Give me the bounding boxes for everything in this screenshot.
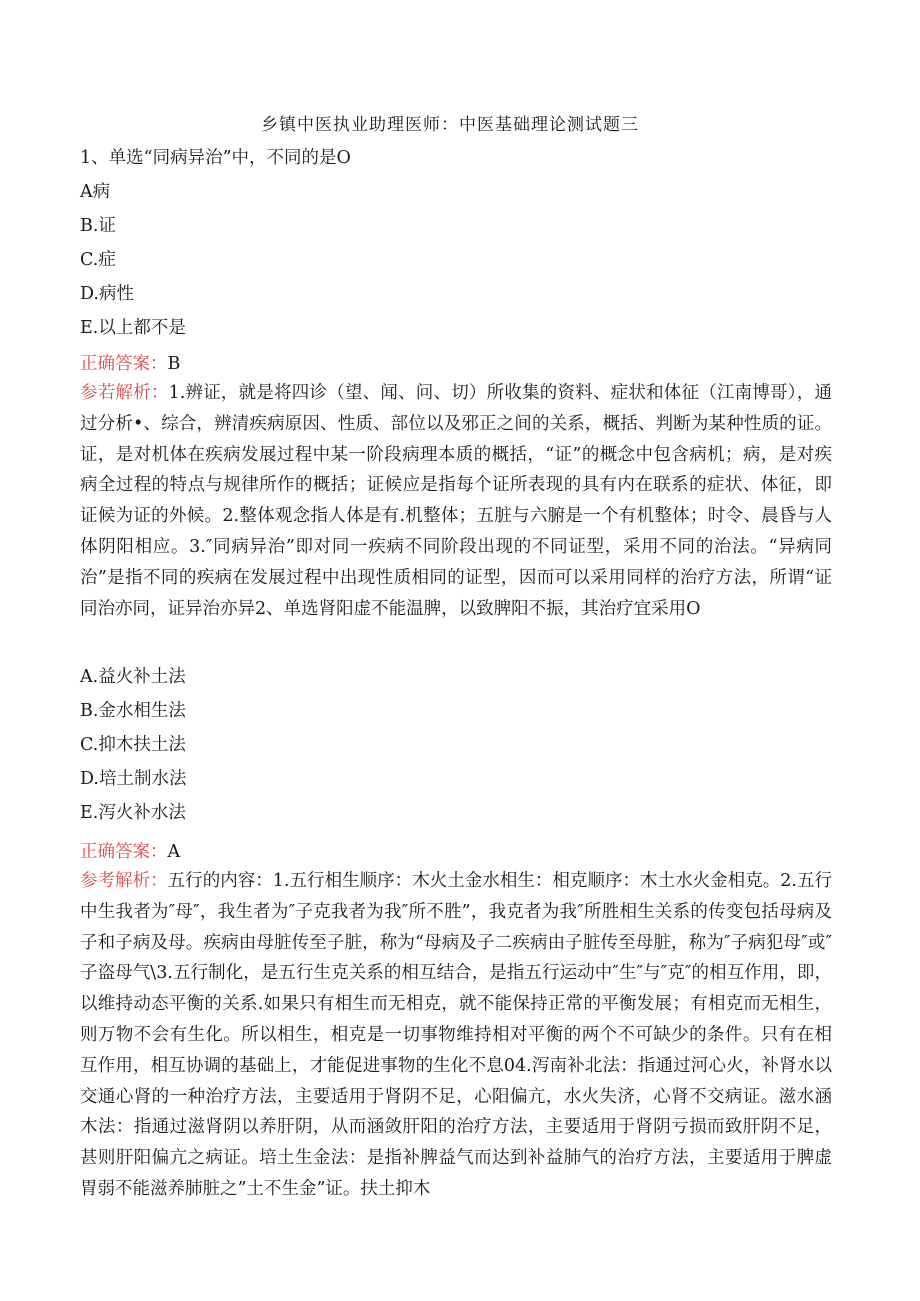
question-1-option-e: E.以上都不是 — [80, 318, 186, 338]
analysis-text: 1.辨证，就是将四诊（望、闻、问、切）所收集的资料、症状和体征（江南博哥），通过分析•、综合，辨清疾病原因、性质、部位以及邪正之间的关系，概括、判断为某种性质的证。证，是对机体在疾病发展过程中某一阶段病理本质的概括，“证”的概念中包含病机；病，是对疾病全过程的特点与规律所作的概括；证候应是指每个证所表现的具有内在联系的症状、体征，即证候为证的外候。2.整体观念指人体是有.机整体；五脏与六腑是一个有机整体；时令、晨昏与人体阴阳相应。3.″同病异治”即对同一疾病不同阶段出现的不同证型，采用不同的治法。“异病同治”是指不同的疾病在发展过程中出现性质相同的证型，因而可以采用同样的治疗方法，所谓“证同治亦同，证异治亦异2、单选肾阳虚不能温脾，以致脾阳不振，其治疗宜采用O — [80, 383, 832, 619]
question-2-option-e: E.泻火补水法 — [80, 803, 186, 823]
question-1-option-a: A病 — [80, 182, 111, 202]
question-2-option-d: D.培土制水法 — [80, 769, 187, 789]
answer-label: 正确答案： — [80, 354, 168, 374]
question-1-option-b: B.证 — [80, 216, 116, 236]
document-title: 乡镇中医执业助理医师：中医基础理论测试题三 — [261, 115, 639, 135]
question-2-option-c: C.抑木扶土法 — [80, 735, 186, 755]
question-1-option-d: D.病性 — [80, 284, 134, 304]
answer-value: A — [167, 842, 181, 862]
analysis-text: 五行的内容：1.五行相生顺序：木火土金水相生：相克顺序：木土水火金相克。2.五行中生我者为″母″，我生者为″子克我者为我″所不胜”，我克者为我″所胜相生关系的传变包括母病及子和子病及母。疾病由母脏传至子脏，称为“母病及子二疾病由子脏传至母脏，称为″子病犯母″或″子盗母气\3.五行制化，是五行生克关系的相互结合，是指五行运动中″生″与″克″的相互作用，即，以维持动态平衡的关系.如果只有相生而无相克，就不能保持正常的平衡发展；有相克而无相生，则万物不会有生化。所以相生，相克是一切事物维持相对平衡的两个不可缺少的条件。只有在相互作用，相互协调的基础上，才能促进事物的生化不息04.泻南补北法：指通过河心火，补肾水以交通心肾的一种治疗方法，主要适用于肾阴不足，心阳偏亢，水火失济，心肾不交病证。滋水涵木法：指通过滋肾阴以养肝阴，从而涵敛肝阳的治疗方法，主要适用于肾阴亏损而致肝阴不足，甚则肝阳偏亢之病证。培土生金法：是指补脾益气而达到补益肺气的治疗方法，主要适用于脾虚胃弱不能滋养肺脏之”土不生金”证。扶土抑木 — [80, 871, 832, 1199]
answer-value: B — [167, 354, 181, 374]
question-2-option-a: A.益火补土法 — [80, 667, 186, 687]
question-2-option-b: B.金水相生法 — [80, 701, 186, 721]
analysis-label: 参考解析： — [80, 871, 168, 891]
question-1-stem: 1、单选“同病异治”中，不同的是O — [80, 148, 351, 168]
analysis-label: 参若解析： — [80, 383, 169, 403]
question-2-answer — [80, 840, 180, 864]
question-2-analysis — [80, 866, 832, 1205]
answer-label: 正确答案： — [80, 842, 168, 862]
question-1-option-c: C.症 — [80, 250, 116, 270]
question-1-answer — [80, 352, 180, 376]
question-1-analysis — [80, 378, 832, 624]
